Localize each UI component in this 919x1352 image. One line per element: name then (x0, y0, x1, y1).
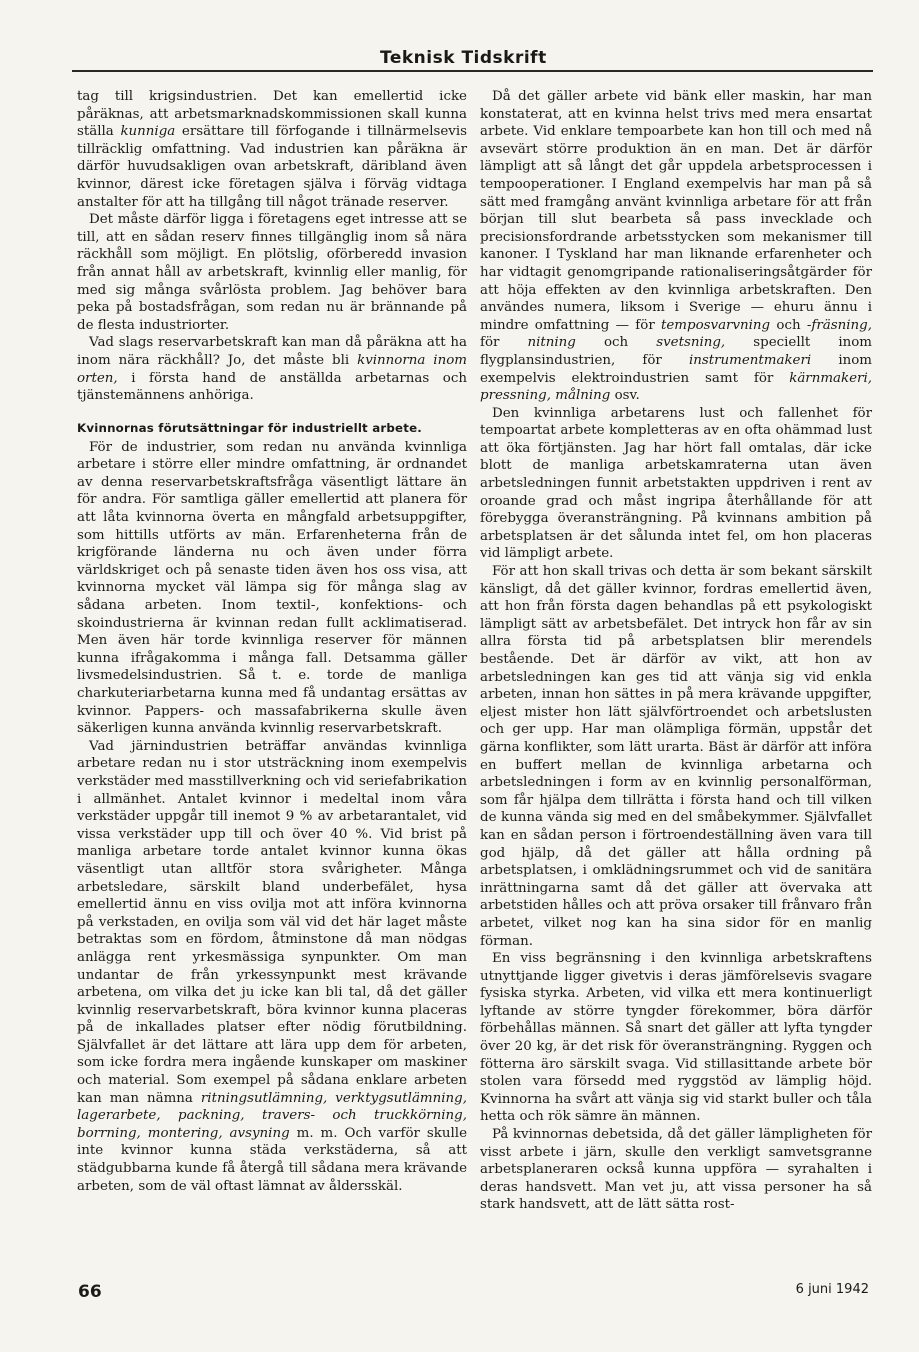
right-column (480, 88, 872, 1214)
left-column (77, 88, 467, 1195)
paragraph: tag till krigsindustrien. Det kan emellertid icke påräknas, att arbetsmarknadskommissionen skall kunna ställa kunniga ersättare till förfogande i tillnärmelsevis tillräcklig omfattning. Vad industrien kan påräkna är därför huvudsakligen ovan arbetskraft, däribland även kvinnor, därest icke företagen själva i förväg vidtaga anstalter för att ha tillgång till något tränade reserver. (77, 89, 467, 210)
paragraph: För att hon skall trivas och detta är som bekant särskilt känsligt, då det gäller kvinnor, fordras emellertid även, att hon från första dagen behandlas på ett psykologiskt lämpligt sätt av arbetsbefälet. Det intryck hon får av sin allra första tid på arbetsplatsen blir merendels bestående. Det är därför av vikt, att hon av arbetsledningen kan ges tid att vänja sig vid enkla arbeten, innan hon sättes in på mera krävande uppgifter, eljest mister hon lätt självförtroendet och arbetslusten och ger upp. Har man olämpliga förmän, uppstår det gärna konflikter, som lätt urarta. Bäst är därför att införa en buffert mellan de kvinnliga arbetarna och arbetsledningen i form av en kvinnlig personalförman, som får hjälpa dem tillrätta i första hand och till vilken de kunna vända sig med en del småbekymmer. Självfallet kan en sådan person i förtroendeställning även vara till god hjälp, då det gäller att hålla ordning på arbetsplatsen, i omklädningsrummet och vid de sanitära inrättningarna samt då det gäller att övervaka att arbetstiden hålles och att pröva orsaker till frånvaro från arbetet, vilket nog kan ha sina sidor för en manlig förman. (480, 564, 872, 949)
page-number: 66 (78, 1282, 102, 1302)
paragraph: Vad slags reservarbetskraft kan man då påräkna att ha inom nära räckhåll? Jo, det måste bli kvinnorna inom orten, i första hand de anställda arbetarnas och tjänstemännens anhöriga. (77, 335, 467, 404)
paragraph: Det måste därför ligga i företagens eget intresse att se till, att en sådan reserv finnes tillgänglig inom så nära räckhåll som möjligt. En plötslig, oförberedd invasion från annat håll av arbetskraft, kvinnlig eller manlig, för med sig många svårlösta problem. Jag behöver bara peka på bostadsfrågan, som redan nu är brännande på de flesta industriorter. (77, 212, 467, 333)
paragraph: För de industrier, som redan nu använda kvinnliga arbetare i större eller mindre omfattning, är ordnandet av denna reservarbetskraftsfråga väsentligt lättare än för andra. För samtliga gäller emellertid att planera för att låta kvinnorna överta en mångfald arbetsuppgifter, som hittills utförts av män. Erfarenheterna från de krigförande länderna nu och även under förra världskriget och på senaste tiden även hos oss visa, att kvinnorna mycket väl lämpa sig för många slag av sådana arbeten. Inom textil-, konfektions- och skoindustrierna är kvinnan redan fullt acklimatiserad. Men även här torde kvinnliga reserver för männen kunna ifrågakomma i många fall. Detsamma gäller livsmedelsindustrien. Så t. e. torde de manliga charkuteriarbetarna kunna med få undantag ersättas av kvinnor. Pappers- och massafabrikerna skulle även säkerligen kunna använda kvinnlig reservarbetskraft. (77, 439, 467, 737)
paragraph: Vad järnindustrien beträffar användas kvinnliga arbetare redan nu i stor utsträckning inom exempelvis verkstäder med masstillverkning och vid seriefabrikation i allmänhet. Antalet kvinnor i medeltal inom våra verkstäder uppgår till inemot 9 % av arbetarantalet, vid vissa verkstäder upp till och över 40 %. Vid brist på manliga arbetare torde antalet kvinnor kunna ökas väsentligt utan alltför stora svårigheter. Många arbetsledare, särskilt bland underbefälet, hysa emellertid ännu en viss ovilja mot att införa kvinnorna på verkstaden, en ovilja som väl vid det här laget måste betraktas som en fördom, åtminstone då man nödgas anlägga rent yrkesmässiga synpunkter. Om man undantar de från yrkessynpunkt mest krävande arbetena, om vilka det ju icke kan bli tal, då det gäller kvinnlig reservarbetskraft, böra kvinnor kunna placeras på de inkallades platser efter nödig förutbildning. Självfallet är det lättare att lära upp dem för arbeten, som icke fordra mera ingående kunskaper om maskiner och material. Som exempel på sådana enklare arbeten kan man nämna ritningsutlämning, verktygsutlämning, lagerarbete, packning, travers- och truckkörning, borrning, montering, avsyning m. m. Och varför skulle inte kvinnor kunna städa verkstäderna, så att städgubbarna kunde få återgå till sådana mera krävande arbeten, som de väl oftast lämnat av åldersskäl. (77, 738, 467, 1194)
section-heading: Kvinnornas förutsättningar för industriellt arbete. (77, 420, 422, 435)
paragraph: Då det gäller arbete vid bänk eller maskin, har man konstaterat, att en kvinna helst trivs med mera ensartat arbete. Vid enklare tempoarbete kan hon till och med nå avsevärt större produktion än en man. Det är därför lämpligt att så långt det går uppdela arbetsprocessen i tempooperationer. I England exempelvis har man på så sätt med framgång använt kvinnliga arbetare för att från början till slut bearbeta så pass invecklade och precisionsfordrande arbetsstycken som mekanismer till kanoner. I Tyskland har man liknande erfarenheter och har vidtagit genomgripande rationaliseringsåtgärder för att höja effekten av den kvinnliga arbetskraften. Den användes numera, liksom i Sverige — ehuru ännu i mindre omfattning — för temposvarvning och -fräsning, för nitning och svetsning, speciellt inom flygplansindustrien, för instrumentmakeri inom exempelvis elektroindustrien samt för kärnmakeri, pressning, målning osv. (480, 89, 872, 404)
header-rule (72, 70, 873, 72)
masthead: Teknisk Tidskrift (380, 48, 547, 68)
paragraph: Den kvinnliga arbetarens lust och fallenhet för tempoartat arbete kompletteras av en ofta ohämmad lust att öka förtjänsten. Jag har hört fall omtalas, där icke blott de manliga arbetskamraterna utan även arbetsledningen funnit arbetstakten uppdriven i rent av oroande grad och måst ingripa återhållande för att förebygga överansträngning. På kvinnans ambition på arbetsplatsen är det sålunda intet fel, om hon placeras vid lämpligt arbete. (480, 405, 872, 562)
paragraph: På kvinnornas debetsida, då det gäller lämpligheten för visst arbete i järn, skulle den verkligt samvetsgranne arbetsplaneraren också kunna uppföra — syrahalten i deras handsvett. Man vet ju, att vissa personer ha så stark handsvett, att de lätt sätta rost- (480, 1127, 872, 1213)
issue-date: 6 juni 1942 (795, 1282, 869, 1297)
paragraph: En viss begränsning i den kvinnliga arbetskraftens utnyttjande ligger givetvis i deras jämförelsevis svagare fysiska styrka. Arbeten, vid vilka ett mera kontinuerligt lyftande av större tyngder förekommer, böra därför förbehållas männen. Så snart det gäller att lyfta tyngder över 20 kg, är det risk för överansträngning. Ryggen och fötterna äro särskilt svaga. Vid stillasittande arbete bör stolen vara försedd med ryggstöd av lämplig höjd. Kvinnorna ha svårt att vänja sig vid starkt buller och tåla hetta och rök sämre än männen. (480, 951, 872, 1125)
